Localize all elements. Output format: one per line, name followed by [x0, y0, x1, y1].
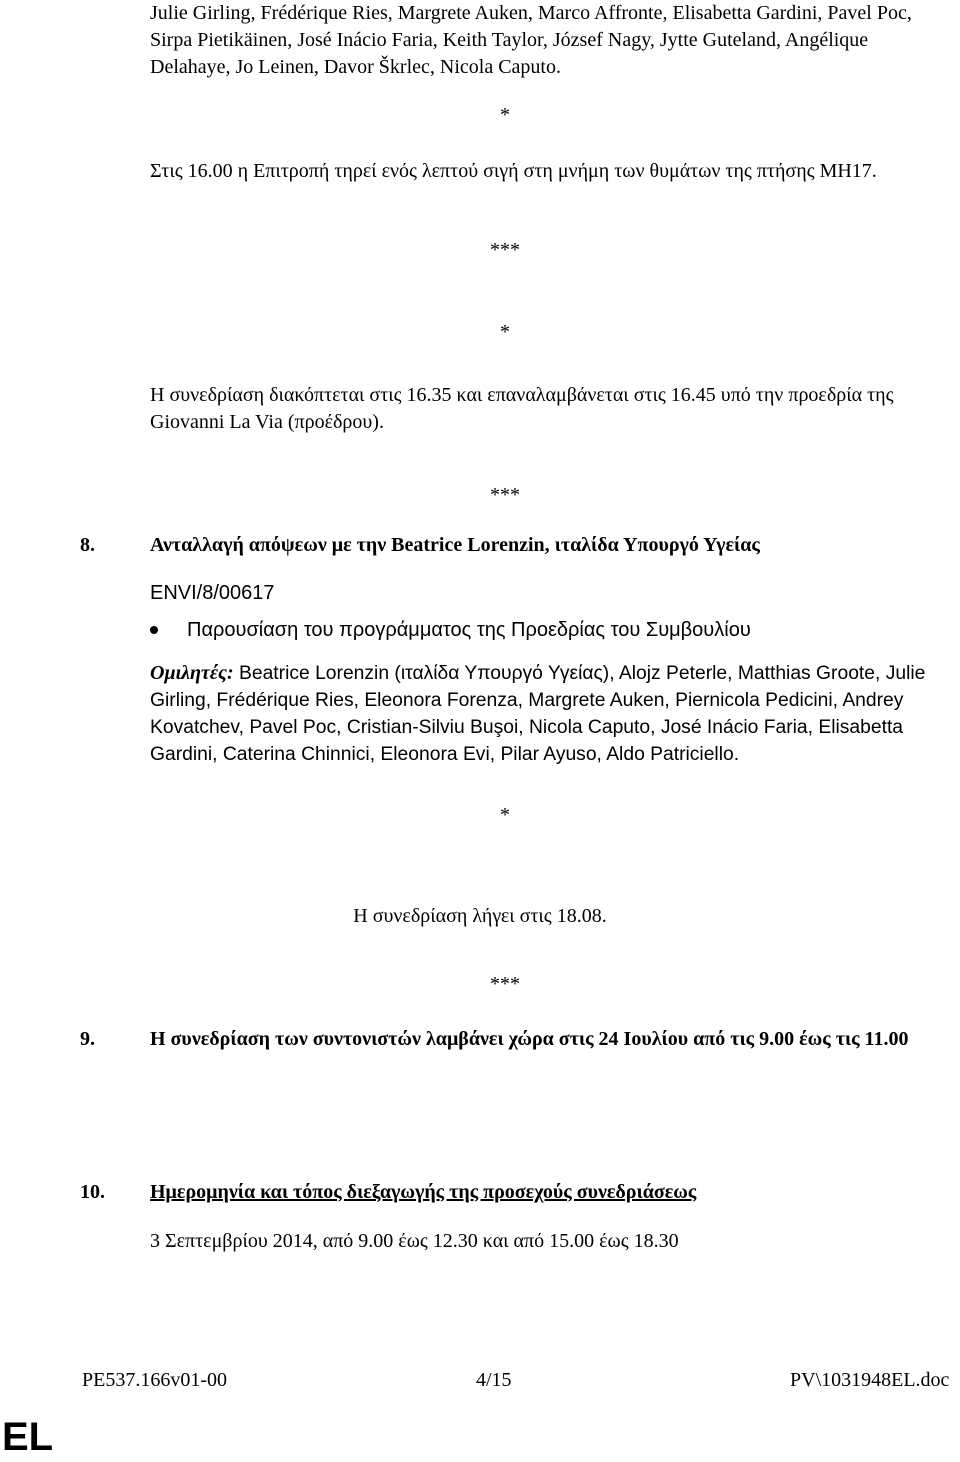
item-9-title: Η συνεδρίαση των συντονιστών λαμβάνει χώρα στις 24 Ιουλίου από τις 9.00 έως τις 11.00 [150, 1028, 909, 1050]
separator-star: * [500, 321, 510, 343]
item-8-title: Ανταλλαγή απόψεων με την Beatrice Lorenzin, ιταλίδα Υπουργό Υγείας [150, 534, 760, 556]
language-code: EL [2, 1415, 54, 1459]
footer-document-ref: PE537.166v01-00 [82, 1369, 227, 1391]
item-10-date: 3 Σεπτεμβρίου 2014, από 9.00 έως 12.30 και από 15.00 έως 18.30 [150, 1230, 679, 1252]
separator-triple-star: *** [490, 239, 520, 261]
bullet-icon [150, 626, 158, 634]
closing-line: Η συνεδρίαση λήγει στις 18.08. [353, 905, 607, 927]
suspension-paragraph: Η συνεδρίαση διακόπτεται στις 16.35 και επαναλαμβάνεται στις 16.45 υπό την προεδρία της Giovanni La Via (προέδρου). [150, 384, 894, 433]
item-9-number: 9. [80, 1028, 95, 1050]
footer-page-number: 4/15 [476, 1369, 512, 1391]
participants-paragraph: Julie Girling, Frédérique Ries, Margrete Auken, Marco Affronte, Elisabetta Gardini, Pavel Poc, Sirpa Pietikäinen, José Inácio Faria, Keith Taylor, József Nagy, Jytte Guteland, Angélique Delahaye, Jo Leinen, Davor Škrlec, Nicola Caputo. [150, 2, 912, 78]
footer-filename: PV\1031948EL.doc [790, 1369, 950, 1391]
separator-triple-star: *** [490, 484, 520, 506]
item-10-number: 10. [80, 1181, 105, 1203]
item-8-bullet-text: Παρουσίαση του προγράμματος της Προεδρίας του Συμβουλίου [187, 619, 751, 641]
speakers-list: Beatrice Lorenzin (ιταλίδα Υπουργό Υγείας), Alojz Peterle, Matthias Groote, Julie Girling, Frédérique Ries, Eleonora Forenza, Margrete Auken, Piernicola Pedicini, Andrey Kovatchev, Pavel Poc, Cristian-Silviu Buşoi, Nicola Caputo, José Inácio Faria, Elisabetta Gardini, Caterina Chinnici, Eleonora Evi, Pilar Ayuso, Aldo Patriciello. [150, 663, 926, 765]
item-10-title: Ημερομηνία και τόπος διεξαγωγής της προσεχούς συνεδριάσεως [150, 1181, 697, 1203]
separator-triple-star: *** [490, 973, 520, 995]
minute-silence-paragraph: Στις 16.00 η Επιτροπή τηρεί ενός λεπτού σιγή στη μνήμη των θυμάτων της πτήσης MH17. [150, 160, 877, 182]
item-8-number: 8. [80, 534, 95, 556]
separator-star: * [500, 804, 510, 826]
separator-star: * [500, 104, 510, 126]
item-8-reference: ENVI/8/00617 [150, 582, 275, 604]
speakers-label: Ομιλητές: [150, 662, 234, 684]
item-8-speakers [150, 660, 950, 768]
